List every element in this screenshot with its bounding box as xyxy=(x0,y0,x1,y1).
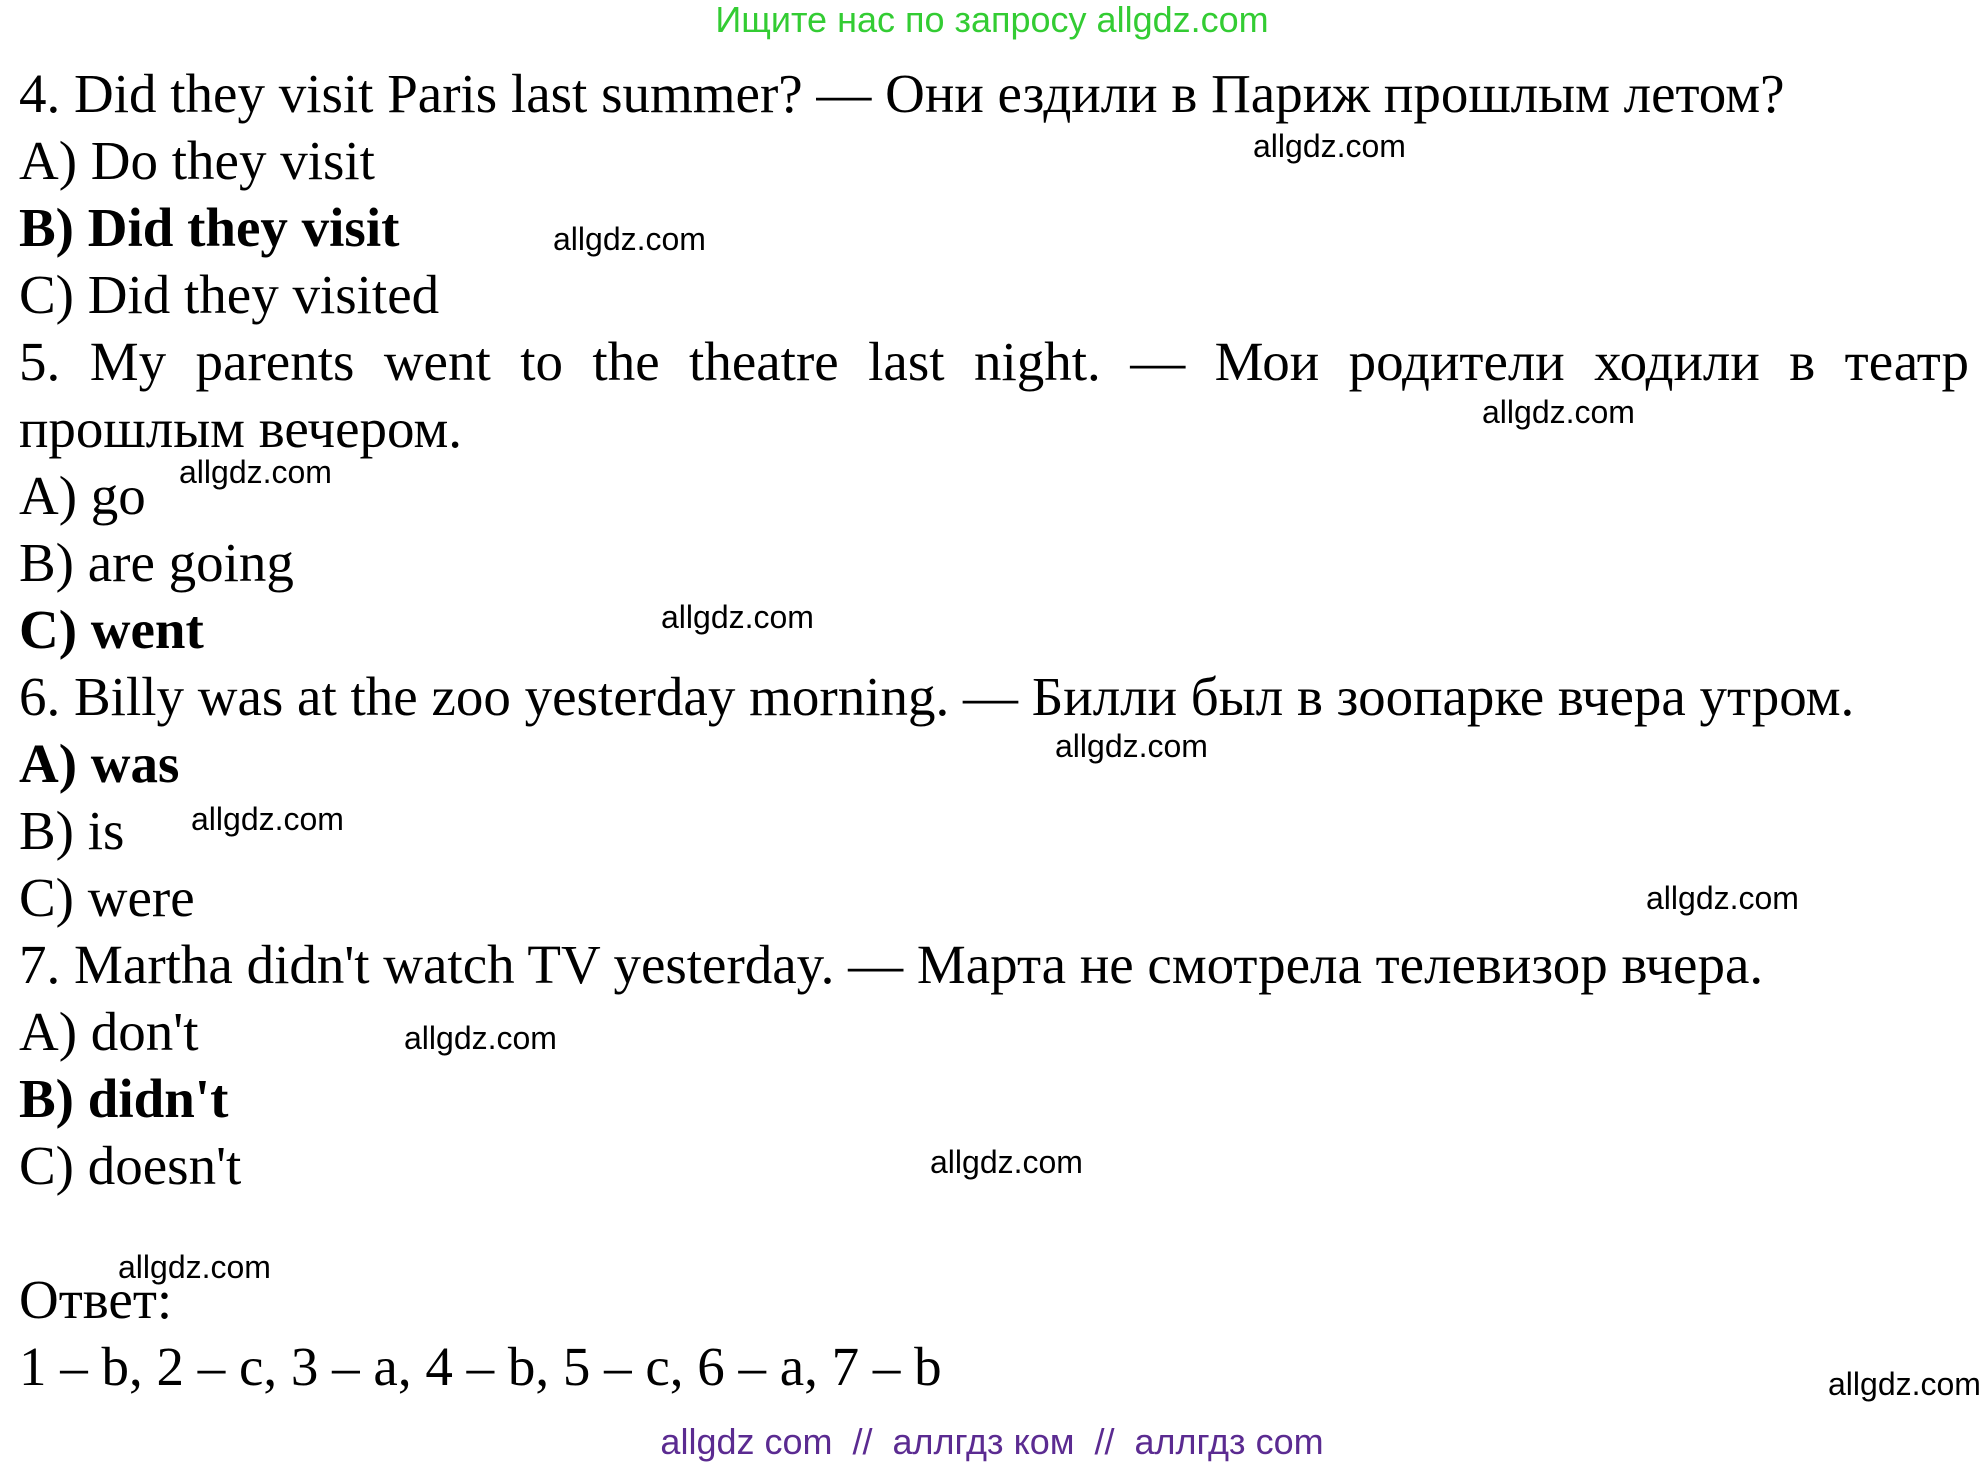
watermark: allgdz.com xyxy=(179,454,332,490)
watermark: allgdz.com xyxy=(1482,394,1635,430)
question-6-option-c: C) were xyxy=(19,867,195,928)
answer-key: 1 – b, 2 – c, 3 – a, 4 – b, 5 – c, 6 – a, 7 – b xyxy=(19,1336,942,1397)
question-4-option-a: A) Do they visit xyxy=(19,130,375,191)
watermark: allgdz.com xyxy=(1253,128,1406,164)
question-4: 4. Did they visit Paris last summer? — Они ездили в Париж прошлым летом? xyxy=(19,63,1785,124)
question-5: 5. My parents went to the theatre last night. — Мои родители ходили в театр xyxy=(19,331,1969,392)
answer-label: Ответ: xyxy=(19,1269,173,1330)
question-6-option-a-correct: A) was xyxy=(19,733,180,794)
question-5-option-a: A) go xyxy=(19,465,146,526)
search-hint-banner: Ищите нас по запросу allgdz.com xyxy=(715,0,1269,40)
question-4-option-c: C) Did they visited xyxy=(19,264,440,325)
question-7: 7. Martha didn't watch TV yesterday. — Марта не смотрела телевизор вчера. xyxy=(19,934,1764,995)
watermark: allgdz.com xyxy=(118,1249,271,1285)
question-6-option-b: B) is xyxy=(19,800,125,861)
watermark: allgdz.com xyxy=(1828,1366,1981,1402)
question-4-option-b-correct: B) Did they visit xyxy=(19,197,400,258)
spacer xyxy=(19,1199,1969,1266)
watermark: allgdz.com xyxy=(1646,880,1799,916)
site-footer: allgdz com // аллгдз ком // аллгдз com xyxy=(660,1421,1324,1462)
question-5-continuation: прошлым вечером. xyxy=(19,398,463,459)
exercise-content xyxy=(19,60,1969,1400)
question-7-option-b-correct: B) didn't xyxy=(19,1068,229,1129)
question-5-option-b: B) are going xyxy=(19,532,294,593)
question-6: 6. Billy was at the zoo yesterday morning. — Билли был в зоопарке вчера утром. xyxy=(19,666,1855,727)
question-5-option-c-correct: C) went xyxy=(19,599,204,660)
watermark: allgdz.com xyxy=(930,1144,1083,1180)
watermark: allgdz.com xyxy=(553,221,706,257)
watermark: allgdz.com xyxy=(191,801,344,837)
watermark: allgdz.com xyxy=(661,599,814,635)
watermark: allgdz.com xyxy=(1055,728,1208,764)
question-7-option-a: A) don't xyxy=(19,1001,199,1062)
watermark: allgdz.com xyxy=(404,1020,557,1056)
question-7-option-c: C) doesn't xyxy=(19,1135,242,1196)
